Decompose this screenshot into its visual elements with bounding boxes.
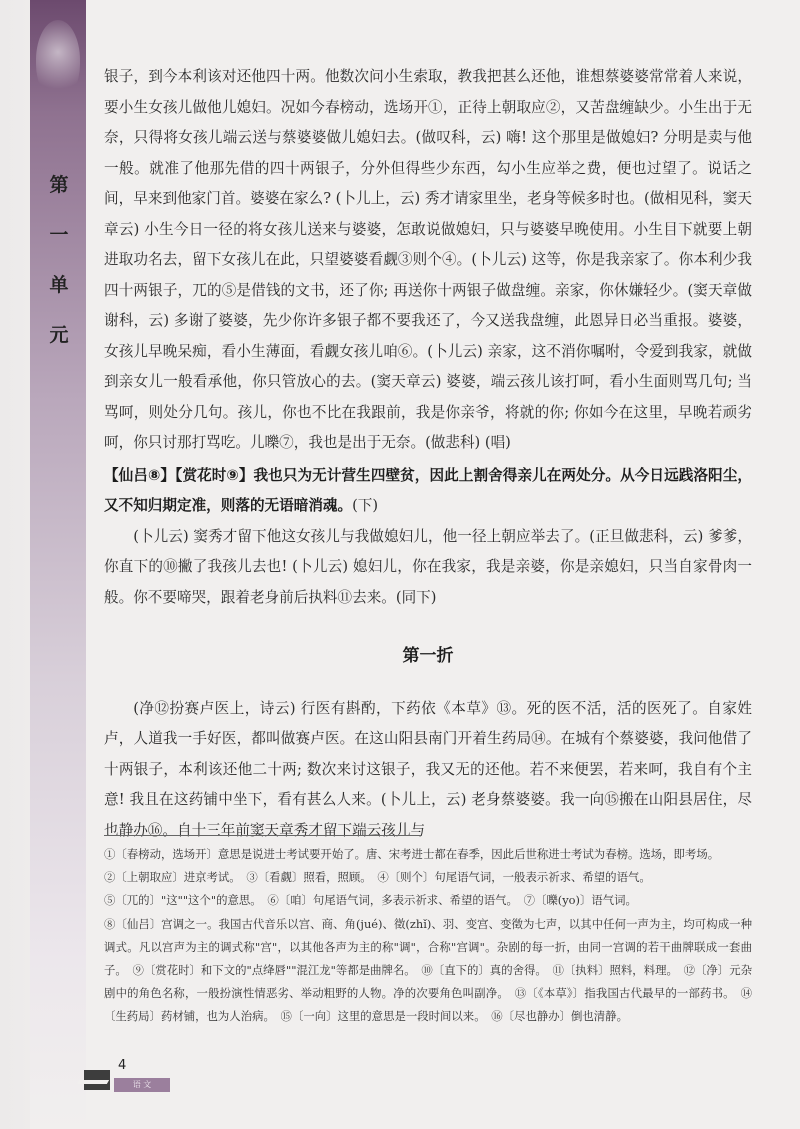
main-text [104,62,752,846]
footnotes [104,843,752,1029]
page-number: 4 [118,1058,127,1073]
song-tune: 【仙吕⑧】【赏花时⑨】 [104,466,254,484]
paragraph: (卜儿云) 窦秀才留下他这女孩儿与我做媳妇儿，他一径上朝应举去了。(正旦做悲科，云) 爹爹，你直下的⑩撇了我孩儿去也! (卜儿云) 媳妇儿，你在我家，我是亲婆，你是亲媳妇，只当自家骨肉一般。你不要啼哭，跟着老身前后执料⑪去来。(同下) [104,527,752,606]
footnote-divider [104,835,422,836]
song-lyrics: 我也只为无计营生四壁贫，因此上割舍得亲儿在两处分。从今日远践洛阳尘，又不知归期定准，则落的无语暗消魂。 [104,466,752,514]
paragraph: 银子，到今本利该对还他四十两。他数次问小生索取，教我把甚么还他，谁想蔡婆婆常常着人来说，要小生女孩儿做他儿媳妇。况如今春榜动，选场开①，正待上朝取应②，又苦盘缠缺少。小生出于无奈，只得将女孩儿端云送与蔡婆婆做儿媳妇去。(做叹科，云) 嗨! 这个那里是做媳妇? 分明是卖与他一般。就准了他那先借的四十两银子，分外但得些少东西，勾小生应举之费，便也过望了。说话之间，早来到他家门首。婆婆在家么? (卜儿上，云) 秀才请家里坐，老身等候多时也。(做相见科，窦天章云) 小生今日一径的将女孩儿送来与婆婆，怎敢说做媳妇，只与婆婆早晚使用。小生目下就要上朝进取功名去，留下女孩儿在此，只望婆婆看觑③则个④。(卜儿云) 这等，你是我亲家了。你本利少我四十两银子，兀的⑤是借钱的文书，还了你; 再送你十两银子做盘缠。亲家，你休嫌轻少。(窦天章做谢科，云) 多谢了婆婆，先少你许多银子都不要我还了，今又送我盘缠，此恩异日必当重报。婆婆，女孩儿早晚呆痴，看小生薄面，看觑女孩儿咱⑥。(卜儿云) 亲家，这不消你嘱咐，令爱到我家，就做到亲女儿一般看承他，你只管放心的去。(窦天章云) 婆婆，端云孩儿该打呵，看小生面则骂几句; 当骂呵，则处分几句。孩儿，你也不比在我跟前，我是你亲爷，将就的你; 你如今在这里，早晚若顽劣呵，你只讨那打骂吃。儿嚛⑦，我也是出于无奈。(做悲科) (唱) [104,68,752,451]
footnote: ⑤〔兀的〕"这""这个"的意思。 ⑥〔咱〕句尾语气词，多表示祈求、希望的语气。 ⑦〔嚛(yo)〕语气词。 [104,893,637,908]
paragraph: (净⑫扮赛卢医上，诗云) 行医有斟酌，下药依《本草》⑬。死的医不活，活的医死了。自家姓卢，人道我一手好医，都叫做赛卢医。在这山阳县南门开着生药局⑭。在城有个蔡婆婆，我问他借了十两银子，本利该还他二十两; 数次来讨这银子，我又无的还他。若不来便罢，若来呵，我自有个主意! 我且在这药铺中坐下，看有甚么人来。(卜儿上，云) 老身蔡婆婆。我一向⑮搬在山阳县居住，尽也静办⑯。自十三年前窦天章秀才留下端云孩儿与 [104,699,752,839]
section-title: 第一折 [402,646,454,666]
unit-emblem-icon [36,20,80,100]
unit-label-char: 元 [49,324,69,346]
song-paragraph [104,461,752,522]
footnote: ①〔春榜动，选场开〕意思是说进士考试要开始了。唐、宋考进士都在春季，因此后世称进士考试为春榜。选场，即考场。 [104,847,720,861]
footnote: ⑧〔仙吕〕宫调之一。我国古代音乐以宫、商、角(jué)、徵(zhǐ)、羽、变宫、变徵为七声，以其中任何一声为主，均可构成一种调式。凡以宫声为主的调式称"宫"，以其他各声为主的称"调"，合称"宫调"。杂剧的每一折，由同一宫调的若干曲牌联成一套曲子。 ⑨〔赏花时〕和下文的"点绛唇""混江龙"等都是曲牌名。 ⑩〔直下的〕真的舍得。 ⑪〔执料〕照料，料理。 ⑫〔净〕元杂剧中的角色名称，一般扮演性情恶劣、举动粗野的人物。净的次要角色叫副净。 ⑬〔《本草》〕指我国古代最早的一部药书。 ⑭〔生药局〕药材铺，也为人治病。 ⑮〔一向〕这里的意思是一段时间以来。 ⑯〔尽也静办〕倒也清静。 [104,916,752,1024]
unit-label-char: 一 [49,224,69,246]
subject-tag: 语 文 [114,1078,170,1092]
unit-label-char: 第 [49,174,69,196]
page-corner-mark [84,1070,110,1090]
footnote: ②〔上朝取应〕进京考试。 ③〔看觑〕照看，照顾。 ④〔则个〕句尾语气词，一般表示祈求、希望的语气。 [104,870,651,885]
unit-label [42,160,76,360]
stage-direction: (下) [352,497,379,514]
unit-label-char: 单 [49,274,69,296]
